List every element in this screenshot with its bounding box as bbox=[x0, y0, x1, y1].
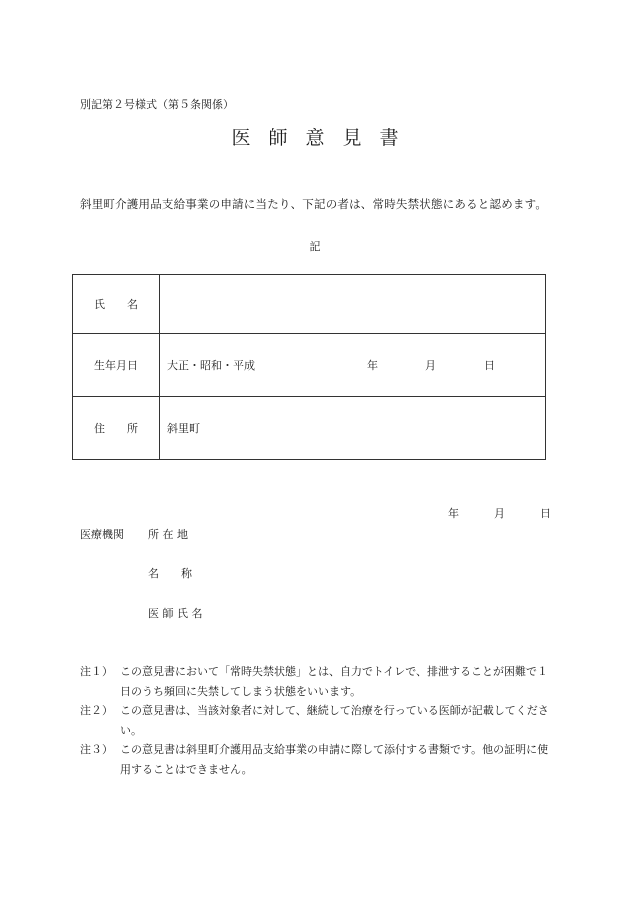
sign-month-unit: 月 bbox=[494, 507, 505, 520]
note-1 bbox=[80, 662, 550, 701]
note-text: この意見書において「常時失禁状態」とは、自力でトイレで、排泄することが困難で１日のうち頻回に失禁してしまう状態をいいます。 bbox=[120, 665, 549, 698]
sign-day-unit: 日 bbox=[540, 507, 551, 520]
ki-heading: 記 bbox=[309, 240, 321, 253]
doctor-name-label: 医 師 氏 名 bbox=[148, 607, 203, 620]
facility-name-label: 名 称 bbox=[148, 567, 192, 580]
address-row bbox=[73, 397, 546, 460]
birth-month-unit: 月 bbox=[425, 359, 436, 372]
address-label: 住 所 bbox=[73, 397, 160, 460]
birth-day-unit: 日 bbox=[484, 359, 495, 372]
note-number: 注１） bbox=[80, 665, 113, 678]
address-field[interactable] bbox=[160, 397, 546, 460]
intro-statement: 斜里町介護用品支給事業の申請に当たり、下記の者は、常時失禁状態にあると認めます。 bbox=[80, 197, 548, 211]
birthdate-row bbox=[73, 334, 546, 397]
address-value: 斜里町 bbox=[167, 422, 200, 435]
patient-info-table bbox=[72, 274, 546, 460]
birth-year-unit: 年 bbox=[367, 359, 378, 372]
name-row bbox=[73, 275, 546, 334]
name-field[interactable] bbox=[160, 275, 546, 334]
note-number: 注３） bbox=[80, 743, 113, 756]
note-text: この意見書は、当該対象者に対して、継続して治療を行っている医師が記載してください。 bbox=[120, 704, 549, 737]
birthdate-field[interactable] bbox=[160, 334, 546, 397]
era-options: 大正・昭和・平成 bbox=[167, 359, 255, 372]
note-number: 注２） bbox=[80, 704, 113, 717]
birthdate-label: 生年月日 bbox=[73, 334, 160, 397]
location-label: 所 在 地 bbox=[148, 528, 188, 541]
form-number: 別記第２号様式（第５条関係） bbox=[80, 98, 234, 111]
sign-year-unit: 年 bbox=[448, 507, 459, 520]
document-title: 医師意見書 bbox=[231, 127, 417, 149]
notes-section bbox=[80, 662, 550, 779]
name-label: 氏 名 bbox=[73, 275, 160, 334]
institution-label: 医療機関 bbox=[80, 528, 124, 541]
note-2 bbox=[80, 701, 550, 740]
note-text: この意見書は斜里町介護用品支給事業の申請に際して添付する書類です。他の証明に使用することはできません。 bbox=[120, 743, 549, 776]
note-3 bbox=[80, 740, 550, 779]
